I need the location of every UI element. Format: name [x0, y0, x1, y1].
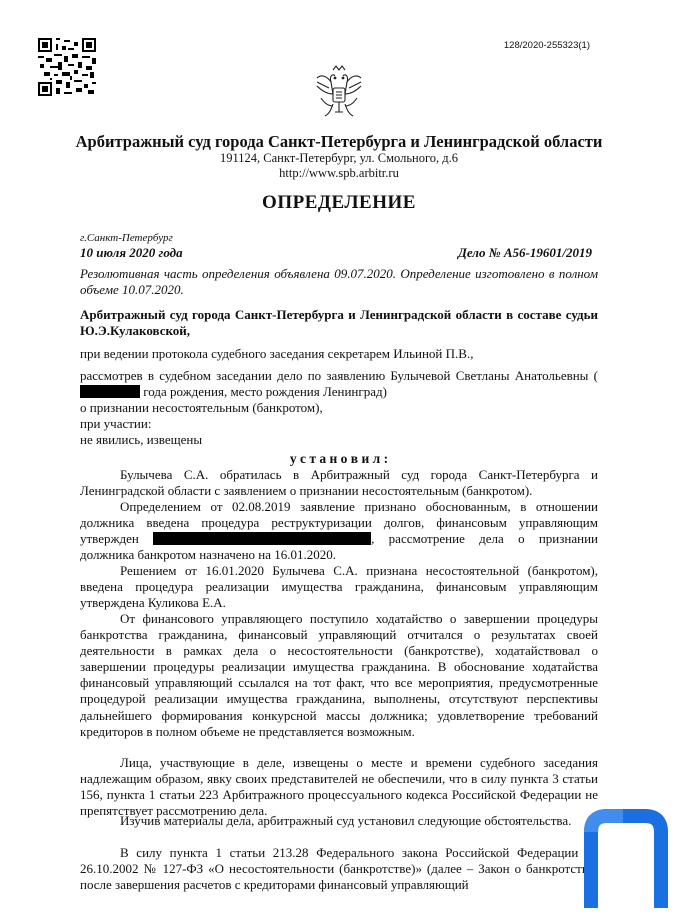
- case-number: Дело № А56-19601/2019: [457, 245, 592, 260]
- protocol-paragraph: при ведении протокола судебного заседания секретарем Ильиной П.В.,: [80, 346, 474, 361]
- russian-coat-of-arms-icon: [311, 64, 367, 122]
- city: г.Санкт-Петербург: [80, 232, 173, 244]
- established-heading: у с т а н о в и л :: [289, 451, 389, 466]
- qr-code-icon: [38, 38, 96, 96]
- paragraph-1: Булычева С.А. обратилась в Арбитражный суд города Санкт-Петербурга и Ленинградской области с заявлением о признании несостоятельным (банкротом).: [80, 467, 598, 499]
- paragraph-2: [80, 499, 598, 563]
- participants-line: при участии:: [80, 416, 152, 431]
- paragraph-3: Решением от 16.01.2020 Булычева С.А. признана несостоятельной (банкротом), введена процедура реализации имущества гражданина, финансовым управляющим утверждена Куликова Е.А.: [80, 563, 598, 611]
- blue-p-logo-icon: [583, 808, 669, 912]
- considered-text-a: рассмотрев в судебном заседании дело по заявлению Булычевой Светланы Анатольевны (: [80, 368, 598, 383]
- absent-line: не явились, извещены: [80, 432, 203, 447]
- document-title: ОПРЕДЕЛЕНИЕ: [262, 192, 416, 213]
- document-date: 10 июля 2020 года: [80, 245, 183, 260]
- considered-paragraph: [80, 368, 598, 400]
- paragraph-4: От финансового управляющего поступило ходатайство о завершении процедуры банкротства гражданина, финансовый управляющий отчитался о результатах своей деятельности в рамках дела о несостоятельности (банкротстве), ходатайствовал о завершении процедуры реализации имущества гражданина. В обоснование ходатайства финансовый управляющий ссылался на тот факт, что все мероприятия, предусмотренные процедурой реализации имущества гражданина, выполнены, отсутствуют перспективы дальнейшего формирования конкурсной массы должника; удовлетворение требований кредиторов в полном объеме не представляется возможным.: [80, 611, 598, 739]
- court-composition-paragraph: Арбитражный суд города Санкт-Петербурга и Ленинградской области в составе судьи Ю.Э.Кулаковской,: [80, 307, 598, 339]
- court-name-heading: Арбитражный суд города Санкт-Петербурга и Ленинградской области: [75, 132, 603, 151]
- court-address: 191124, Санкт-Петербург, ул. Смольного, д.6: [219, 151, 459, 165]
- court-website: http://www.spb.arbitr.ru: [279, 166, 399, 180]
- resolution-paragraph: Резолютивная часть определения объявлена 09.07.2020. Определение изготовлено в полном объеме 10.07.2020.: [80, 266, 598, 298]
- paragraph-2-text-a: Определением от 02.08.2019 заявление признано обоснованным, в отношении должника введена процедура реструктуризации долгов, финансовым управляющим утвержден: [80, 499, 598, 547]
- paragraph-2-text-b: , рассмотрение дела о признании должника банкротом назначено на 16.01.2020.: [80, 531, 599, 563]
- paragraph-6: Изучив материалы дела, арбитражный суд установил следующие обстоятельства.: [120, 813, 572, 828]
- document-number: 128/2020-255323(1): [503, 40, 590, 51]
- redacted-birthdate: [80, 385, 140, 398]
- paragraph-7: В силу пункта 1 статьи 213.28 Федерального закона Российской Федерации от 26.10.2002 № 127-ФЗ «О несостоятельности (банкротстве)» (далее – Закон о банкротстве) после завершения расчетов с кредиторами финансовый управляющий: [80, 845, 598, 893]
- considered-text-b: года рождения, место рождения Ленинград): [140, 384, 387, 400]
- redacted-manager-name: [153, 532, 371, 545]
- recognition-line: о признании несостоятельным (банкротом),: [80, 400, 323, 415]
- paragraph-5: Лица, участвующие в деле, извещены о месте и времени судебного заседания надлежащим образом, явку своих представителей не обеспечили, что в силу пункта 3 статьи 156, пункта 1 статьи 223 Арбитражного процессуального кодекса Российской Федерации не препятствует рассмотрению дела.: [80, 755, 598, 819]
